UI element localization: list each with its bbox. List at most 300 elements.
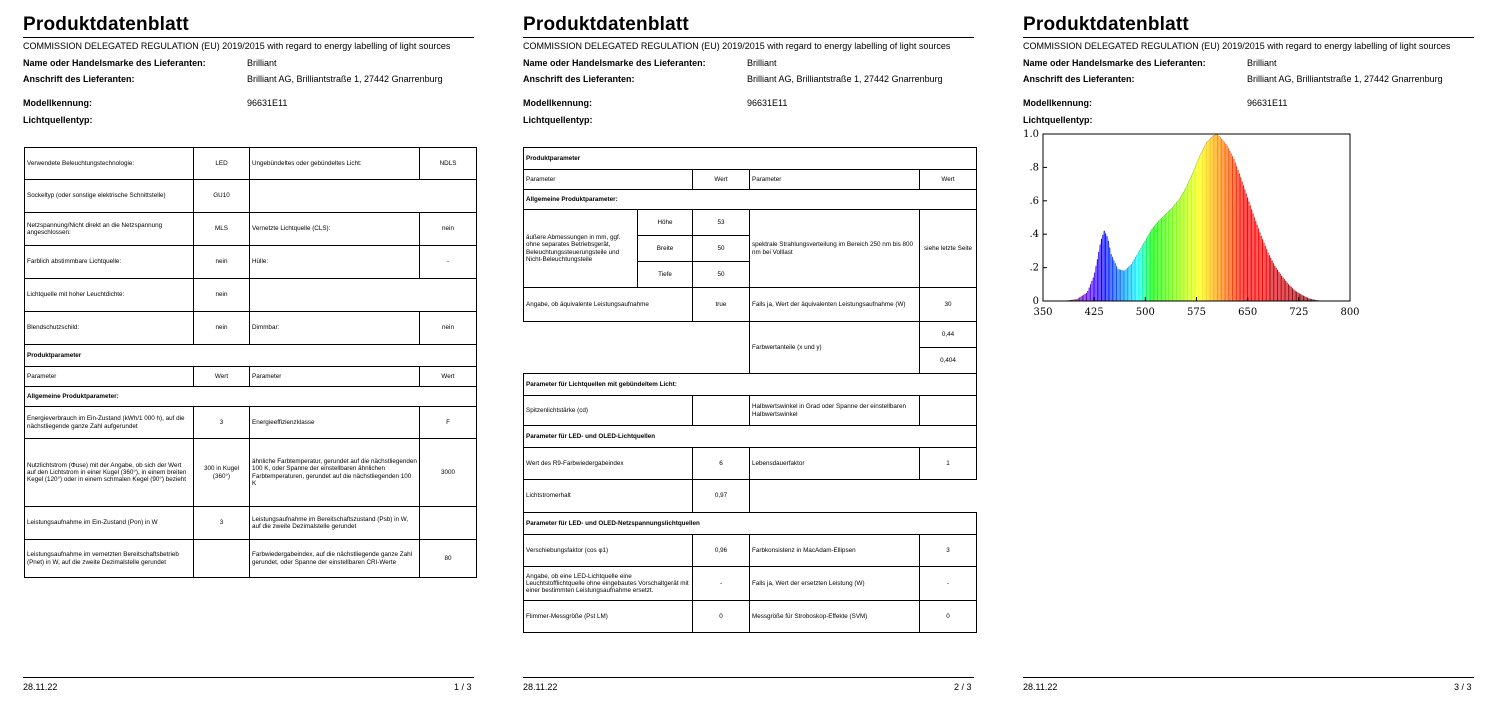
maintenance-value: 0,97	[693, 480, 750, 513]
lifetime-label: Lebensdauerfaktor	[750, 448, 920, 480]
spectrum-bar	[1192, 172, 1193, 301]
spectrum-bar	[1251, 209, 1252, 301]
spectrum-bar	[1197, 162, 1198, 301]
spectrum-bar	[1297, 293, 1298, 301]
dim-name: Breite	[638, 236, 693, 262]
spectrum-bar	[1296, 292, 1297, 301]
spectrum-bar	[1139, 250, 1140, 301]
spectrum-bar	[1176, 202, 1177, 301]
spectrum-bar	[1104, 231, 1105, 301]
spectrum-bar	[1141, 248, 1142, 301]
address-value: Brilliant AG, Brilliantstraße 1, 27442 Gnarrenburg	[747, 74, 943, 84]
spectrum-bar	[1168, 211, 1169, 301]
dim-name: Höhe	[638, 210, 693, 236]
table-row	[25, 148, 477, 180]
spectrum-bar	[1180, 197, 1181, 301]
section-row	[524, 513, 977, 535]
table-row	[25, 213, 477, 246]
spectrum-bar	[1205, 145, 1206, 301]
spectrum-bar	[1115, 263, 1116, 301]
spectrum-bar	[1213, 136, 1214, 301]
address-value: Brilliant AG, Brilliantstraße 1, 27442 Gnarrenburg	[247, 74, 443, 84]
spectrum-bar	[1156, 224, 1157, 301]
cell-label: Blendschutzschild:	[25, 312, 194, 345]
spectrum-bar	[1143, 243, 1144, 301]
cell-value: 300 in Kugel (360°)	[194, 439, 250, 507]
supplier-value: Brilliant	[747, 58, 777, 68]
spectrum-bar	[1165, 214, 1166, 301]
spectrum-bar	[1126, 270, 1127, 301]
spectrum-bar	[1127, 268, 1128, 301]
model-value: 96631E11	[1247, 98, 1288, 108]
flicker-label: Flimmer-Messgröße (Pst LM)	[524, 601, 693, 633]
cell-value: MLS	[194, 213, 250, 246]
spectrum-bar	[1228, 148, 1229, 301]
section-heading: Produktparameter	[25, 345, 477, 367]
dim-name: Tiefe	[638, 262, 693, 288]
light-source-type-label: Lichtquellentyp:	[23, 115, 93, 125]
cell-label: Lichtquelle mit hoher Leuchtdichte:	[25, 279, 194, 312]
spectrum-bar	[1233, 159, 1234, 301]
spectrum-bar	[1116, 266, 1117, 301]
table-row	[524, 288, 977, 322]
x-tick-label: 425	[1084, 307, 1104, 318]
page-title: Produktdatenblatt	[1023, 14, 1189, 35]
cell-value: nein	[194, 246, 250, 279]
spectrum-bar	[1136, 255, 1137, 301]
cell-label: Netzspannung/Nicht direkt an die Netzspannung angeschlossen:	[25, 213, 194, 246]
spectrum-bar	[1094, 273, 1095, 301]
table-row	[524, 322, 977, 348]
cell-empty	[750, 480, 977, 513]
spectrum-bar	[1246, 193, 1247, 301]
spectrum-bar	[1091, 281, 1092, 301]
section-heading: Parameter für LED- und OLED-Lichtquellen	[524, 426, 977, 448]
parameter-table-p2	[523, 147, 977, 633]
spectrum-bar	[1117, 269, 1118, 301]
table-row	[25, 540, 477, 578]
dimensions-label: äußere Abmessungen in mm, ggf. ohne separates Betriebsgerät, Beleuchtungssteuerungsteile und Nicht-Beleuchtungsteile	[524, 210, 638, 288]
header-row	[524, 170, 977, 190]
stroboscopic-label: Messgröße für Stroboskop-Effekte (SVM)	[750, 601, 920, 633]
spectrum-bar	[1087, 291, 1088, 301]
cell-label: Leistungsaufnahme im vernetzten Bereitschaftsbetrieb (Pnet) in W, auf die zweite Dezimalstelle gerundet	[25, 540, 194, 578]
header-cell: Wert	[420, 367, 477, 387]
spectrum-bar	[1285, 281, 1286, 301]
model-value: 96631E11	[247, 98, 288, 108]
spectrum-bar	[1252, 213, 1253, 301]
footer-rule	[23, 677, 474, 678]
model-label: Modellkennung:	[523, 98, 592, 108]
spectrum-bar	[1128, 267, 1129, 301]
spectrum-bar	[1147, 236, 1148, 301]
spectrum-bar	[1266, 249, 1267, 301]
table-row	[25, 180, 477, 213]
spectrum-bar	[1108, 241, 1109, 301]
cell-label: Sockeltyp (oder sonstige elektrische Schnittstelle)	[25, 180, 194, 213]
y-tick-label: 1.0	[1023, 129, 1039, 140]
spectrum-bar	[1187, 184, 1188, 301]
spectrum-bar	[1302, 295, 1303, 301]
spectrum-bar	[1119, 270, 1120, 301]
spectrum-bar	[1083, 295, 1084, 301]
cell-label: Leistungsaufnahme im Ein-Zustand (Pon) in W	[25, 507, 194, 540]
spectrum-bar	[1209, 140, 1210, 301]
spectrum-bar	[1085, 294, 1086, 301]
spectrum-bar	[1274, 266, 1275, 301]
r9-label: Wert des R9-Farbwiedergabeindex	[524, 448, 693, 480]
y-tick-label: .8	[1029, 162, 1039, 174]
equiv-w-value: 30	[920, 288, 977, 322]
model-label: Modellkennung:	[1023, 98, 1092, 108]
spectrum-bar	[1090, 284, 1091, 301]
spectrum-bar	[1304, 296, 1305, 301]
spectrum-bar	[1186, 187, 1187, 301]
spectrum-bar	[1255, 221, 1256, 301]
spectrum-bar	[1276, 268, 1277, 301]
table-row	[524, 601, 977, 633]
spectrum-bar	[1222, 141, 1223, 301]
spectrum-bar	[1242, 181, 1243, 301]
cell-label: Farbwiedergabeindex, auf die nächstliegende ganze Zahl gerundet, oder Spanne der einstellbaren CRI-Werte	[250, 540, 420, 578]
spectrum-bar	[1082, 296, 1083, 301]
title-rule	[523, 37, 974, 38]
spectrum-bar	[1201, 153, 1202, 301]
spectrum-bar	[1121, 270, 1122, 301]
spectrum-bar	[1106, 236, 1107, 301]
cell-value: nein	[194, 279, 250, 312]
spectrum-bar	[1203, 148, 1204, 301]
chromaticity-y: 0,404	[920, 348, 977, 374]
footer-rule	[1023, 677, 1474, 678]
spectrum-bar	[1293, 290, 1294, 301]
cell-value: LED	[194, 148, 250, 180]
spectrum-bar	[1169, 210, 1170, 301]
spectrum-bar	[1179, 199, 1180, 301]
spectrum-bar	[1303, 296, 1304, 301]
spectrum-bar	[1277, 270, 1278, 301]
footer-page-number: 1 / 3	[454, 682, 472, 692]
spectrum-bar	[1101, 239, 1102, 301]
table-row	[25, 507, 477, 540]
header-cell: Parameter	[250, 367, 420, 387]
footer-page-number: 2 / 3	[954, 682, 972, 692]
spectrum-bar	[1100, 245, 1101, 301]
retrofit-w-label: Falls ja, Wert der ersetzten Leistung (W)	[750, 567, 920, 601]
section-heading: Produktparameter	[524, 148, 977, 170]
header-cell: Wert	[693, 170, 750, 190]
cell-empty	[250, 279, 477, 312]
spectrum-bar	[1212, 137, 1213, 301]
table-row	[25, 246, 477, 279]
title-rule	[1023, 37, 1474, 38]
chromaticity-label: Farbwertanteile (x und y)	[750, 322, 920, 374]
cell-empty	[250, 180, 477, 213]
cell-label: Vernetzte Lichtquelle (CLS):	[250, 213, 420, 246]
section-heading: Allgemeine Produktparameter:	[25, 387, 477, 407]
equiv-value: true	[693, 288, 750, 322]
spectrum-bar	[1235, 163, 1236, 301]
table-row	[524, 448, 977, 480]
displacement-value: 0,96	[693, 535, 750, 567]
spectrum-bar	[1123, 271, 1124, 301]
peak-intensity-value	[693, 396, 750, 426]
spectrum-bar	[1162, 217, 1163, 301]
spectrum-bar	[1281, 276, 1282, 301]
table-row	[524, 480, 977, 513]
spectrum-bar	[1217, 135, 1218, 301]
spectrum-bar	[1096, 266, 1097, 301]
cell-label: Verwendete Beleuchtungstechnologie:	[25, 148, 194, 180]
header-cell: Parameter	[25, 367, 194, 387]
spectrum-bar	[1210, 138, 1211, 301]
address-value: Brilliant AG, Brilliantstraße 1, 27442 Gnarrenburg	[1247, 74, 1443, 84]
y-tick-label: 0	[1032, 296, 1039, 307]
spectrum-bar	[1105, 234, 1106, 301]
r9-value: 6	[693, 448, 750, 480]
spectrum-bar	[1220, 137, 1221, 301]
cell-value: 3000	[420, 439, 477, 507]
displacement-label: Verschiebungsfaktor (cos φ1)	[524, 535, 693, 567]
spectrum-bar	[1288, 284, 1289, 301]
cell-value: 3	[194, 507, 250, 540]
header-cell: Parameter	[750, 170, 920, 190]
cell-label: Dimmbar:	[250, 312, 420, 345]
address-label: Anschrift des Lieferanten:	[23, 74, 135, 84]
spectrum-bar	[1146, 239, 1147, 301]
spectrum-bar	[1265, 246, 1266, 301]
spectrum-bar	[1287, 283, 1288, 301]
footer-date: 28.11.22	[523, 682, 558, 692]
retrofit-label: Angabe, ob eine LED-Lichtquelle eine Leuchtstofflichtquelle ohne eingebautes Vorschaltgerät mit einer bestimmten Leistungsaufnahme ersetzt.	[524, 567, 693, 601]
spectrum-bar	[1194, 169, 1195, 301]
section-row	[25, 345, 477, 367]
equiv-label: Angabe, ob äquivalente Leistungsaufnahme	[524, 288, 693, 322]
spectrum-bar	[1295, 291, 1296, 301]
table-row	[524, 396, 977, 426]
spectrum-bar	[1270, 258, 1271, 301]
spectrum-bar	[1172, 207, 1173, 301]
spectrum-bar	[1292, 288, 1293, 301]
spectrum-bar	[1175, 204, 1176, 301]
light-source-type-label: Lichtquellentyp:	[523, 115, 593, 125]
x-tick-label: 575	[1186, 307, 1207, 318]
spectrum-bar	[1191, 175, 1192, 301]
address-label: Anschrift des Lieferanten:	[1023, 74, 1135, 84]
spectrum-bar	[1259, 232, 1260, 301]
spectrum-bar	[1132, 262, 1133, 301]
macadam-label: Farbkonsistenz in MacAdam-Ellipsen	[750, 535, 920, 567]
spectrum-bar	[1216, 134, 1217, 301]
spectrum-bar	[1262, 239, 1263, 301]
spectrum-bar	[1258, 229, 1259, 301]
flicker-value: 0	[693, 601, 750, 633]
beam-angle-label: Halbwertswinkel in Grad oder Spanne der einstellbaren Halbwertswinkel	[750, 396, 920, 426]
spectrum-bar	[1157, 223, 1158, 301]
section-row	[25, 387, 477, 407]
spectrum-bar	[1231, 154, 1232, 301]
footer-date: 28.11.22	[1023, 682, 1058, 692]
header-cell: Parameter	[524, 170, 693, 190]
chromaticity-x: 0,44	[920, 322, 977, 348]
spectrum-bar	[1111, 254, 1112, 301]
y-tick-label: .2	[1029, 262, 1039, 274]
macadam-value: 3	[920, 535, 977, 567]
cell-label: Energieeffizienzklasse	[250, 407, 420, 439]
spectrum-bar	[1280, 274, 1281, 301]
spectrum-bar	[1188, 181, 1189, 301]
peak-intensity-label: Spitzenlichtstärke (cd)	[524, 396, 693, 426]
supplier-value: Brilliant	[247, 58, 277, 68]
cell-value: nein	[420, 312, 477, 345]
spectrum-bar	[1120, 270, 1121, 301]
cell-label: ähnliche Farbtemperatur, gerundet auf die nächstliegenden 100 K, oder Spanne der einstellbaren ähnlichen Farbtemperaturen, gerundet auf die nächstliegenden 100 K	[250, 439, 420, 507]
table-row	[25, 312, 477, 345]
spectrum-bar	[1161, 218, 1162, 301]
spectrum-bar	[1142, 246, 1143, 301]
cell-value: 80	[420, 540, 477, 578]
header-cell: Wert	[194, 367, 250, 387]
section-row	[524, 190, 977, 210]
page-title: Produktdatenblatt	[523, 14, 689, 35]
y-tick-label: .4	[1029, 229, 1039, 241]
cell-value: NDLS	[420, 148, 477, 180]
section-row	[524, 374, 977, 396]
spectrum-bar	[1130, 266, 1131, 301]
spectrum-bar	[1267, 253, 1268, 301]
spectrum-bar	[1112, 257, 1113, 301]
lifetime-value: 1	[920, 448, 977, 480]
table-row	[25, 407, 477, 439]
cell-empty	[524, 322, 750, 374]
spectrum-bar	[1236, 166, 1237, 301]
cell-value	[194, 540, 250, 578]
spectrum-bar	[1151, 229, 1152, 301]
spectrum-bar	[1257, 225, 1258, 301]
spectrum-bar	[1250, 205, 1251, 301]
spectrum-bar	[1269, 255, 1270, 301]
x-tick-label: 650	[1238, 307, 1258, 318]
page-3	[1023, 0, 1500, 708]
spectrum-bar	[1097, 259, 1098, 301]
spectrum-bar	[1273, 263, 1274, 301]
supplier-label: Name oder Handelsmarke des Lieferanten:	[523, 58, 706, 68]
spectrum-bar	[1306, 297, 1307, 301]
x-tick-label: 350	[1033, 307, 1053, 318]
table-row	[524, 567, 977, 601]
spectrum-bar	[1240, 177, 1241, 301]
spectrum-bar	[1150, 232, 1151, 301]
title-rule	[23, 37, 474, 38]
spectrum-bar	[1166, 213, 1167, 301]
spectrum-bar	[1198, 159, 1199, 301]
spectrum-bar	[1199, 156, 1200, 301]
maintenance-label: Lichtstromerhalt	[524, 480, 693, 513]
spectrum-bar	[1291, 287, 1292, 301]
parameter-table-p1	[24, 147, 477, 578]
retrofit-w-value: -	[920, 567, 977, 601]
page-title: Produktdatenblatt	[23, 14, 189, 35]
spectrum-bar	[1183, 192, 1184, 301]
spectrum-bar	[1278, 272, 1279, 301]
footer-page-number: 3 / 3	[1454, 682, 1472, 692]
cell-value: nein	[194, 312, 250, 345]
regulation-text: COMMISSION DELEGATED REGULATION (EU) 2019/2015 with regard to energy labelling of light sources	[523, 41, 951, 51]
spectrum-bar	[1221, 139, 1222, 301]
cell-value: -	[420, 246, 477, 279]
spectrum-bar	[1173, 206, 1174, 301]
spectrum-bar	[1181, 194, 1182, 301]
section-heading: Parameter für LED- und OLED-Netzspannungslichtquellen	[524, 513, 977, 535]
section-row	[524, 148, 977, 170]
spectrum-bar	[1289, 286, 1290, 301]
spectrum-bar	[1224, 142, 1225, 301]
spectrum-bar	[1282, 278, 1283, 301]
spectrum-bar	[1229, 151, 1230, 301]
spectrum-bar	[1237, 170, 1238, 301]
table-row	[524, 535, 977, 567]
model-label: Modellkennung:	[23, 98, 92, 108]
spectrum-bar	[1134, 260, 1135, 301]
header-cell: Wert	[920, 170, 977, 190]
beam-angle-value	[920, 396, 977, 426]
spectrum-bar	[1171, 209, 1172, 301]
spectrum-bar	[1202, 150, 1203, 301]
footer-date: 28.11.22	[23, 682, 58, 692]
spectrum-bar	[1272, 261, 1273, 301]
spectrum-bar	[1109, 248, 1110, 301]
dim-value: 50	[693, 262, 750, 288]
spectrum-bar	[1225, 144, 1226, 301]
spectrum-bar	[1218, 136, 1219, 301]
page-1	[23, 0, 503, 708]
cell-label: Hülle:	[250, 246, 420, 279]
spectrum-bar	[1102, 235, 1103, 301]
spectrum-bar	[1195, 166, 1196, 301]
stroboscopic-value: 0	[920, 601, 977, 633]
supplier-value: Brilliant	[1247, 58, 1277, 68]
cell-value	[420, 507, 477, 540]
spectrum-bar	[1300, 294, 1301, 301]
header-row	[25, 367, 477, 387]
dim-value: 50	[693, 236, 750, 262]
x-tick-label: 725	[1289, 307, 1309, 318]
spectrum-bar	[1135, 257, 1136, 301]
section-row	[524, 426, 977, 448]
spectrum-bar	[1145, 241, 1146, 301]
spectrum-bar	[1190, 178, 1191, 301]
spectrum-bar	[1177, 201, 1178, 301]
spectrum-bar	[1098, 252, 1099, 301]
spectrum-bar	[1227, 146, 1228, 301]
y-tick-label: .6	[1029, 195, 1039, 207]
spectral-distribution-chart	[1023, 128, 1363, 320]
x-tick-label: 500	[1135, 307, 1155, 318]
retrofit-value: -	[693, 567, 750, 601]
spectrum-bar	[1263, 243, 1264, 301]
x-tick-label: 800	[1340, 307, 1360, 318]
supplier-label: Name oder Handelsmarke des Lieferanten:	[1023, 58, 1206, 68]
spectrum-bar	[1131, 264, 1132, 301]
spectral-value: siehe letzte Seite	[920, 210, 977, 288]
model-value: 96631E11	[747, 98, 788, 108]
spectrum-bar	[1248, 201, 1249, 301]
spectrum-bar	[1113, 260, 1114, 301]
cell-label: Farblich abstimmbare Lichtquelle:	[25, 246, 194, 279]
table-row	[25, 279, 477, 312]
spectrum-bar	[1244, 189, 1245, 301]
cell-label: Ungebündeltes oder gebündeltes Licht:	[250, 148, 420, 180]
